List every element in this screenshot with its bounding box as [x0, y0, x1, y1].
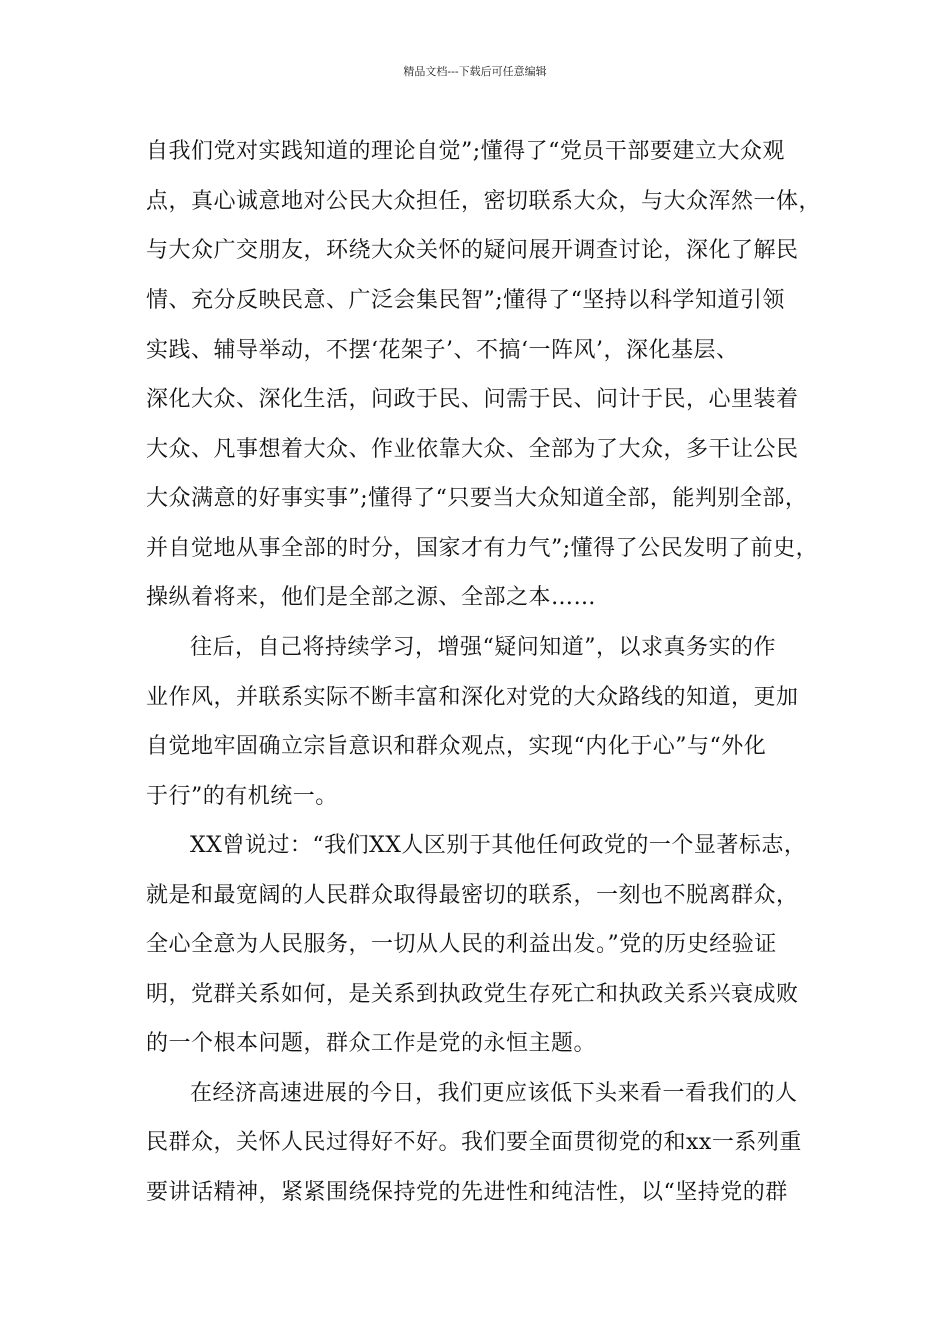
text-line: 与大众广交朋友，环绕大众关怀的疑问展开调查讨论，深化了解民	[146, 238, 799, 263]
text-line: 就是和最宽阔的人民群众取得最密切的联系，一刻也不脱离群众，	[146, 883, 799, 908]
text-line: 往后，自己将持续学习，增强“疑问知道”，以求真务实的作	[190, 635, 776, 660]
text-line: 要讲话精神，紧紧围绕保持党的先进性和纯洁性，以“坚持党的群	[146, 1180, 788, 1205]
page-header: 精品文档---下载后可任意编辑	[403, 65, 547, 78]
text-line: 大众、凡事想着大众、作业依靠大众、全部为了大众，多干让公民	[146, 437, 799, 462]
text-line: 于行”的有机统一。	[146, 784, 338, 809]
text-line: 点，真心诚意地对公民大众担任，密切联系大众，与大众浑然一体，	[146, 189, 822, 214]
text-line: 业作风，并联系实际不断丰富和深化对党的大众路线的知道，更加	[146, 685, 799, 710]
text-line: 全心全意为人民服务，一切从人民的利益出发。”党的历史经验证	[146, 932, 777, 957]
text-line: 明，党群关系如何，是关系到执政党生存死亡和执政关系兴衰成败	[146, 982, 799, 1007]
text-line: 自觉地牢固确立宗旨意识和群众观点，实现“内化于心”与“外化	[146, 734, 767, 759]
text-line: 情、充分反映民意、广泛会集民智”;懂得了“坚持以科学知道引领	[146, 288, 785, 313]
text-line: 在经济高速进展的今日，我们更应该低下头来看一看我们的人	[190, 1081, 798, 1106]
text-line: XX曾说过：“我们XX人区别于其他任何政党的一个显著标志，	[190, 833, 807, 858]
text-line: 并自觉地从事全部的时分，国家才有力气”;懂得了公民发明了前史，	[146, 536, 819, 561]
text-line: 自我们党对实践知道的理论自觉”;懂得了“党员干部要建立大众观	[146, 139, 785, 164]
text-line: 民群众，关怀人民过得好不好。我们要全面贯彻党的和xx一系列重	[146, 1130, 802, 1155]
text-line: 实践、辅导举动，不摆‘花架子’、不搞‘一阵风’，深化基层、	[146, 338, 739, 363]
text-line: 操纵着将来，他们是全部之源、全部之本……	[146, 585, 597, 610]
text-line: 深化大众、深化生活，问政于民、问需于民、问计于民，心里装着	[146, 387, 799, 412]
text-line: 大众满意的好事实事”;懂得了“只要当大众知道全部，能判别全部，	[146, 486, 808, 511]
text-line: 的一个根本问题，群众工作是党的永恒主题。	[146, 1031, 597, 1056]
